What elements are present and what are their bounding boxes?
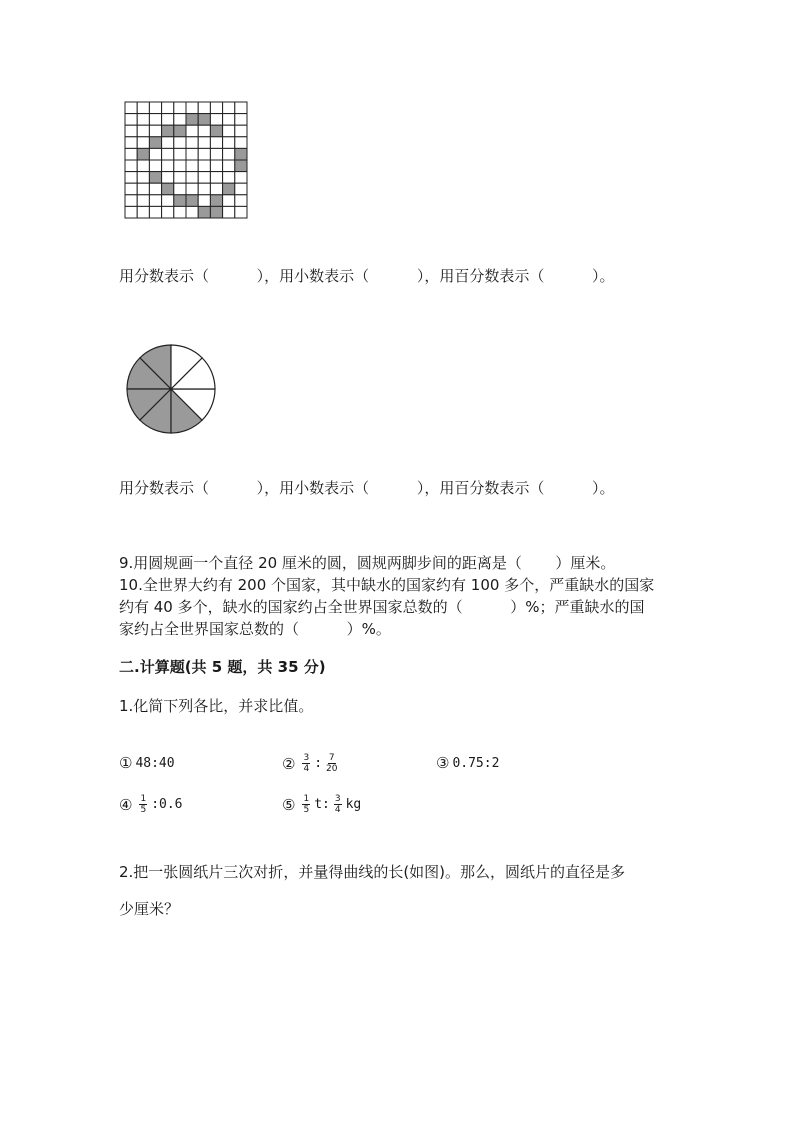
- grid-cell: [186, 148, 198, 160]
- grid-figure: [124, 101, 250, 221]
- grid-cell: [235, 206, 247, 218]
- calc-2-line-2: 少厘米？: [119, 900, 180, 918]
- calc-1-item-1: [119, 754, 175, 772]
- grid-cell: [210, 148, 222, 160]
- grid-cell: [149, 160, 161, 172]
- grid-cell: [174, 183, 186, 195]
- grid-cell: [235, 114, 247, 126]
- fraction: [302, 753, 310, 774]
- grid-cell: [149, 206, 161, 218]
- grid-cell: [137, 183, 149, 195]
- grid-cell: [235, 137, 247, 149]
- grid-cell: [235, 195, 247, 207]
- grid-cell-shaded: [210, 195, 222, 207]
- grid-cell-shaded: [223, 183, 235, 195]
- grid-cell: [223, 172, 235, 184]
- grid-cell-shaded: [210, 206, 222, 218]
- numerator: 3: [334, 794, 341, 804]
- denominator: 5: [140, 805, 147, 815]
- grid-cell: [223, 137, 235, 149]
- item-marker: ④: [119, 795, 133, 814]
- grid-cell-shaded: [186, 114, 198, 126]
- grid-cell: [223, 206, 235, 218]
- grid-cell: [223, 148, 235, 160]
- grid-cell: [210, 172, 222, 184]
- item-marker: ③: [436, 754, 450, 772]
- numerator: 1: [303, 794, 310, 804]
- grid-cell: [162, 160, 174, 172]
- grid-cell-shaded: [149, 137, 161, 149]
- grid-cell: [174, 172, 186, 184]
- question-10-line-2: 约有 40 多个，缺水的国家约占全世界国家总数的（ ）%；严重缺水的国: [119, 598, 645, 616]
- grid-cell: [186, 125, 198, 137]
- grid-cell: [198, 148, 210, 160]
- grid-cell: [137, 137, 149, 149]
- grid-cell: [125, 206, 137, 218]
- grid-fill-line: 用分数表示（ ），用小数表示（ ），用百分数表示（ ）。: [119, 267, 615, 285]
- grid-cell: [198, 102, 210, 114]
- grid-cell-shaded: [235, 148, 247, 160]
- grid-cell-shaded: [162, 125, 174, 137]
- grid-cell: [235, 183, 247, 195]
- grid-cell: [223, 102, 235, 114]
- grid-cell: [137, 172, 149, 184]
- numerator: 3: [303, 753, 310, 763]
- grid-cell: [186, 206, 198, 218]
- fraction: [326, 753, 337, 774]
- grid-cell: [137, 206, 149, 218]
- numerator: 1: [140, 794, 147, 804]
- grid-cell: [125, 148, 137, 160]
- grid-cell: [186, 137, 198, 149]
- item-marker: ⑤: [282, 795, 296, 814]
- grid-cell: [125, 172, 137, 184]
- grid-cell: [162, 172, 174, 184]
- numerator: 7: [328, 753, 335, 763]
- grid-cell: [174, 137, 186, 149]
- pie-fill-line: 用分数表示（ ），用小数表示（ ），用百分数表示（ ）。: [119, 479, 615, 497]
- grid-cell: [198, 183, 210, 195]
- grid-cell-shaded: [149, 172, 161, 184]
- calc-1-item-3: [436, 754, 499, 772]
- grid-cell: [162, 137, 174, 149]
- grid-cell: [174, 148, 186, 160]
- grid-cell: [125, 125, 137, 137]
- grid-cell: [137, 125, 149, 137]
- grid-cell-shaded: [162, 183, 174, 195]
- grid-cell: [198, 125, 210, 137]
- grid-cell: [162, 148, 174, 160]
- grid-cell: [125, 102, 137, 114]
- item-expression: t:: [314, 797, 330, 812]
- grid-cell: [137, 160, 149, 172]
- denominator: 4: [334, 805, 341, 815]
- grid-cell: [162, 102, 174, 114]
- question-10-line-3: 家约占全世界国家总数的（ ）%。: [119, 620, 391, 638]
- grid-cell: [137, 195, 149, 207]
- grid-cell-shaded: [235, 160, 247, 172]
- denominator: 4: [303, 764, 310, 774]
- fraction: [139, 794, 147, 815]
- grid-cell-shaded: [174, 195, 186, 207]
- pie-figure: [124, 342, 218, 436]
- grid-cell: [210, 114, 222, 126]
- grid-cell: [162, 195, 174, 207]
- fraction: [334, 794, 342, 815]
- grid-cell: [174, 102, 186, 114]
- grid-cell: [162, 206, 174, 218]
- grid-cell-shaded: [210, 125, 222, 137]
- question-10-line-1: 10.全世界大约有 200 个国家，其中缺水的国家约有 100 多个，严重缺水的国家: [119, 576, 655, 594]
- grid-cell: [162, 114, 174, 126]
- grid-cell-shaded: [186, 195, 198, 207]
- grid-cell: [235, 102, 247, 114]
- grid-cell: [125, 183, 137, 195]
- fraction: [302, 794, 310, 815]
- grid-cell: [186, 172, 198, 184]
- grid-cell: [186, 160, 198, 172]
- grid-cell: [210, 183, 222, 195]
- grid-cell: [210, 137, 222, 149]
- grid-cell-shaded: [198, 114, 210, 126]
- grid-cell: [223, 125, 235, 137]
- grid-cell: [125, 160, 137, 172]
- grid-cell: [149, 102, 161, 114]
- grid-cell: [174, 114, 186, 126]
- grid-cell-shaded: [137, 148, 149, 160]
- grid-cell: [186, 102, 198, 114]
- grid-cell: [149, 183, 161, 195]
- grid-cell: [125, 137, 137, 149]
- calc-2-line-1: 2.把一张圆纸片三次对折，并量得曲线的长(如图)。那么，圆纸片的直径是多: [119, 863, 626, 881]
- calc-1-item-5: [282, 794, 361, 815]
- grid-cell: [137, 102, 149, 114]
- grid-cell: [210, 102, 222, 114]
- grid-cell: [174, 160, 186, 172]
- unit: kg: [345, 797, 362, 812]
- grid-cell: [198, 172, 210, 184]
- item-expression: 48:40: [135, 755, 175, 771]
- grid-cell: [223, 195, 235, 207]
- grid-cell: [223, 160, 235, 172]
- grid-cell: [149, 195, 161, 207]
- item-expression: :0.6: [151, 797, 183, 812]
- grid-cell: [235, 172, 247, 184]
- grid-cell: [149, 114, 161, 126]
- grid-cell: [198, 160, 210, 172]
- grid-cell: [198, 137, 210, 149]
- grid-cell: [149, 125, 161, 137]
- calc-1-item-2: [282, 753, 341, 774]
- grid-cell: [186, 183, 198, 195]
- grid-cell-shaded: [174, 125, 186, 137]
- grid-cell: [137, 114, 149, 126]
- grid-cell: [210, 160, 222, 172]
- section-2-heading: 二.计算题(共 5 题，共 35 分): [119, 658, 326, 676]
- grid-cell: [125, 114, 137, 126]
- grid-cell: [235, 125, 247, 137]
- item-marker: ①: [119, 754, 133, 772]
- grid-cell: [174, 206, 186, 218]
- item-expression: 0.75:2: [452, 755, 500, 771]
- grid-cell: [125, 195, 137, 207]
- denominator: 5: [303, 805, 310, 815]
- calc-1-prompt: 1.化简下列各比，并求比值。: [119, 697, 314, 715]
- ratio-separator: :: [314, 756, 323, 771]
- grid-cell: [198, 195, 210, 207]
- grid-cell: [149, 148, 161, 160]
- grid-cell: [223, 114, 235, 126]
- question-9: 9.用圆规画一个直径 20 厘米的圆，圆规两脚步间的距离是（ ）厘米。: [119, 554, 616, 572]
- calc-1-item-4: [119, 794, 183, 815]
- grid-cell-shaded: [198, 206, 210, 218]
- denominator: 20: [326, 764, 338, 774]
- item-marker: ②: [282, 754, 296, 773]
